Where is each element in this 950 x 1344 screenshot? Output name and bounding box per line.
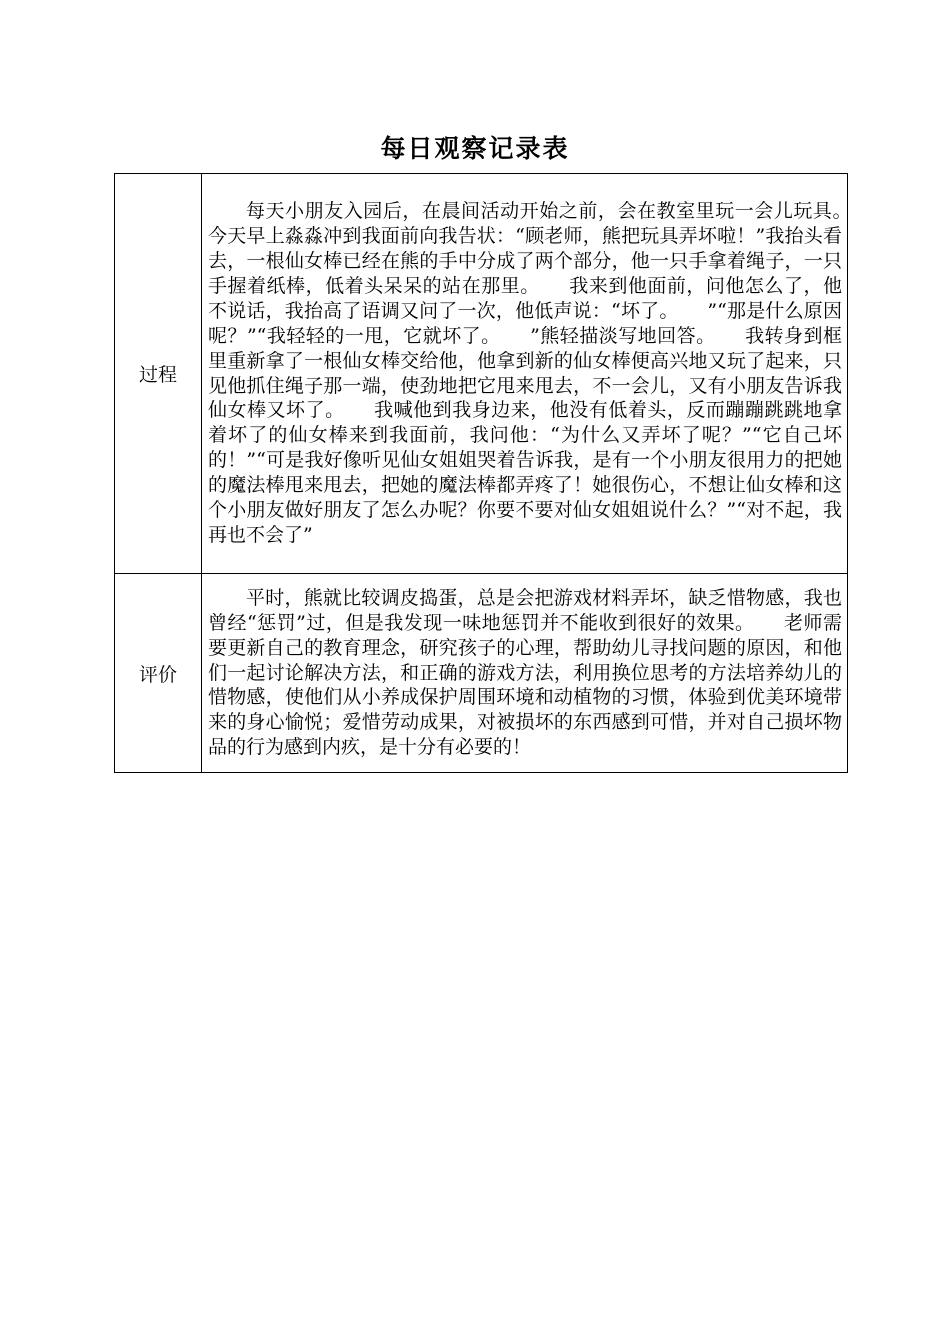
observation-record-table xyxy=(114,173,881,773)
row-label-process: 过程 xyxy=(115,174,202,574)
process-text: 每天小朋友入园后，在晨间活动开始之前，会在教室里玩一会儿玩具。 今天早上淼淼冲到我面前向我告状：“顾老师，熊把玩具弄坏啦！”我抬头看去，一根仙女棒已经在熊的手中分成了两个部分，他一只手拿着绳子，一只手握着纸棒，低着头呆呆的站在那里。 我来到他面前，问他怎么了，他不说话，我抬高了语调又问了一次，他低声说：“坏了。 ”“那是什么原因呢？”“我轻轻的一甩，它就坏了。 ”熊轻描淡写地回答。 我转身到框里重新拿了一根仙女棒交给他，他拿到新的仙女棒便高兴地又玩了起来，只见他抓住绳子那一端，使劲地把它甩来甩去，不一会儿，又有小朋友告诉我仙女棒又坏了。 我喊他到我身边来，他没有低着头，反而蹦蹦跳跳地拿着坏了的仙女棒来到我面前，我问他：“为什么又弄坏了呢？”“它自己坏的！”“可是我好像听见仙女姐姐哭着告诉我，是有一个小朋友很用力的把她的魔法棒甩来甩去，把她的魔法棒都弄疼了！她很伤心，不想让仙女棒和这个小朋友做好朋友了怎么办呢？你要不要对仙女姐姐说什么？”“对不起，我再也不会了” xyxy=(202,174,848,574)
evaluation-text: 平时，熊就比较调皮捣蛋，总是会把游戏材料弄坏，缺乏惜物感，我也曾经“惩罚”过，但是我发现一味地惩罚并不能收到很好的效果。 老师需要更新自己的教育理念，研究孩子的心理，帮助幼儿寻找问题的原因，和他们一起讨论解决方法，和正确的游戏方法，利用换位思考的方法培养幼儿的惜物感，使他们从小养成保护周围环境和动植物的习惯，体验到优美环境带来的身心愉悦；爱惜劳动成果，对被损坏的东西感到可惜，并对自己损坏物品的行为感到内疚，是十分有必要的！ xyxy=(202,574,848,773)
table-row-evaluation xyxy=(115,574,848,773)
page-title: 每日观察记录表 xyxy=(380,134,570,163)
table-row-process xyxy=(115,174,848,574)
row-label-evaluation: 评价 xyxy=(115,574,202,773)
